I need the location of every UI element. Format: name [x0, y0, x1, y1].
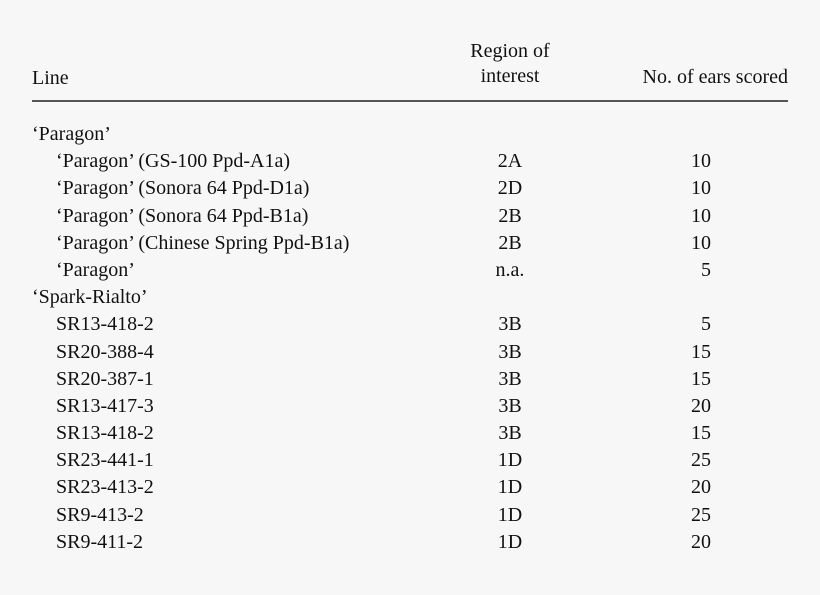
cell-ears: 10: [691, 177, 711, 200]
cell-region: 1D: [497, 503, 523, 526]
table-row-group: [32, 284, 788, 311]
cell-line: SR20-387-1: [56, 367, 154, 390]
table-row: [32, 230, 788, 257]
table-row: [32, 339, 788, 366]
cell-line: SR20-388-4: [56, 340, 154, 363]
cell-ears: 5: [701, 313, 711, 336]
cell-region: 3B: [498, 422, 522, 445]
table-row: [32, 148, 788, 175]
column-header-region-line2: interest: [480, 65, 540, 87]
cell-line: ‘Paragon’ (GS-100 Ppd-A1a): [56, 150, 291, 173]
cell-line: ‘Paragon’: [56, 258, 135, 281]
cell-region: 3B: [498, 394, 522, 417]
cell-region: 3B: [498, 367, 522, 390]
table-row: [32, 474, 788, 501]
cell-region: 2B: [498, 204, 522, 227]
table-row: [32, 203, 788, 230]
cell-region: 2A: [497, 150, 523, 173]
column-header-line: Line: [32, 67, 69, 89]
table-row: [32, 393, 788, 420]
table-body: [32, 121, 788, 556]
cell-region: 2D: [497, 177, 523, 200]
cell-region: 1D: [497, 449, 523, 472]
cell-line: ‘Spark-Rialto’: [32, 286, 148, 309]
cell-region: n.a.: [495, 258, 525, 281]
table-row: [32, 529, 788, 556]
table-row: [32, 311, 788, 338]
cell-line: SR23-413-2: [56, 476, 154, 499]
cell-region: 2B: [498, 231, 522, 254]
table-header: [32, 38, 788, 94]
column-header-region: [445, 39, 575, 89]
cell-line: ‘Paragon’ (Sonora 64 Ppd-B1a): [56, 204, 309, 227]
table-row-group: [32, 121, 788, 148]
cell-ears: 25: [691, 503, 711, 526]
cell-line: SR9-413-2: [56, 503, 144, 526]
column-header-region-line1: Region of: [470, 40, 550, 62]
table-row: [32, 366, 788, 393]
cell-ears: 15: [691, 340, 711, 363]
cell-line: SR23-441-1: [56, 449, 154, 472]
cell-ears: 10: [691, 204, 711, 227]
cell-ears: 10: [691, 150, 711, 173]
cell-line: ‘Paragon’: [32, 123, 111, 145]
column-header-ears: No. of ears scored: [642, 66, 788, 88]
cell-ears: 20: [691, 530, 711, 553]
table-row: [32, 502, 788, 529]
cell-line: SR13-417-3: [56, 394, 154, 417]
cell-line: ‘Paragon’ (Chinese Spring Ppd-B1a): [56, 231, 350, 254]
cell-line: SR9-411-2: [56, 530, 144, 553]
table-row: [32, 447, 788, 474]
cell-line: SR13-418-2: [56, 313, 154, 336]
cell-line: SR13-418-2: [56, 422, 154, 445]
cell-region: 1D: [497, 476, 523, 499]
cell-line: ‘Paragon’ (Sonora 64 Ppd-D1a): [56, 177, 310, 200]
header-rule: [32, 100, 788, 102]
cell-ears: 20: [691, 394, 711, 417]
cell-ears: 25: [691, 449, 711, 472]
table-row: [32, 175, 788, 202]
cell-region: 3B: [498, 313, 522, 336]
data-table: [32, 38, 788, 553]
cell-region: 1D: [497, 530, 523, 553]
cell-ears: 5: [701, 258, 711, 281]
table-row: [32, 420, 788, 447]
table-row: [32, 257, 788, 284]
cell-ears: 20: [691, 476, 711, 499]
cell-ears: 15: [691, 422, 711, 445]
cell-ears: 15: [691, 367, 711, 390]
cell-region: 3B: [498, 340, 522, 363]
cell-ears: 10: [691, 231, 711, 254]
